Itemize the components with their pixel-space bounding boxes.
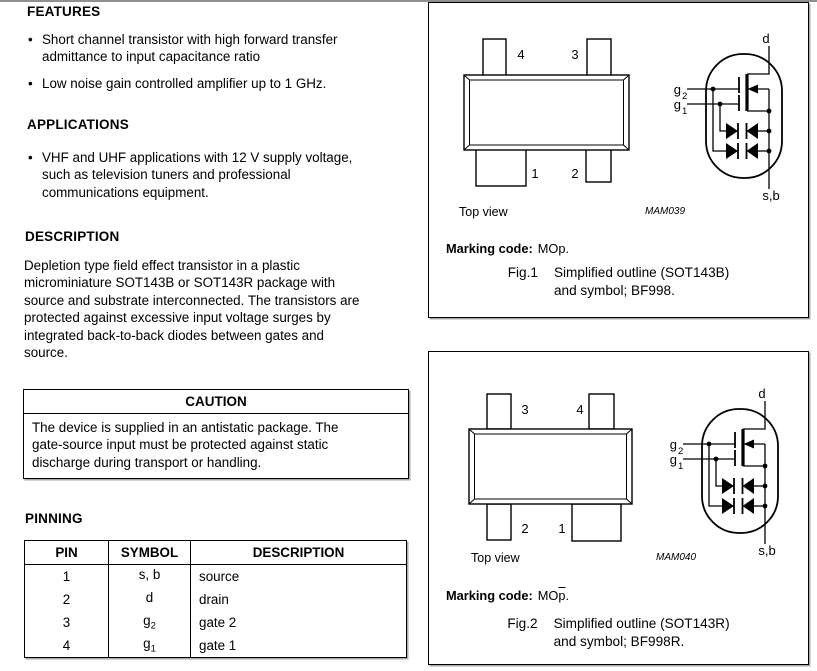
lead-top-left [483, 39, 506, 77]
marking-code-dot: . [565, 588, 570, 603]
table-row [25, 611, 407, 634]
drain-label: d [758, 386, 766, 401]
protection-diodes [722, 478, 765, 514]
caution-body: The device is supplied in an antistatic package. The gate-source input must be protected against static discharge during transport or handling. [32, 420, 339, 470]
pin-number: 3 [62, 615, 71, 630]
marking-code-line [446, 241, 569, 256]
description-heading: DESCRIPTION [25, 229, 120, 244]
pin-symbol-base: s, b [138, 567, 161, 583]
figure2-box [428, 351, 809, 665]
top-view-label: Top view [459, 205, 508, 219]
top-view-label: Top view [471, 551, 520, 565]
marking-code-line [446, 588, 569, 603]
pin-symbol [109, 611, 191, 634]
marking-code-value: MOp. [537, 241, 570, 256]
fig1-transistor-symbol [674, 31, 782, 203]
drawing-code-label: MAM039 [645, 206, 686, 217]
caption-line-2: and symbol; BF998. [553, 283, 675, 298]
features-bullet-1 [28, 31, 337, 66]
caption-line-1: Simplified outline (SOT143B) [553, 265, 730, 280]
features-heading: FEATURES [27, 4, 101, 19]
pin-description: drain [191, 588, 407, 611]
table-row [25, 634, 407, 658]
lead-top-left [487, 394, 511, 429]
pin-symbol [109, 634, 191, 658]
pin-number: 1 [62, 569, 71, 584]
col-header-description: DESCRIPTION [191, 541, 407, 565]
pinning-table [24, 540, 407, 658]
bullet-icon: • [28, 76, 33, 91]
description-paragraph: Depletion type field effect transistor in a plastic microminiature SOT143B or SOT143R package with source and substrate interconnected. The transistors are protected against excessive input voltage surges by integrated back-to-back diodes between gates and source. [24, 258, 360, 361]
pin-symbol-sub: 1 [150, 643, 156, 655]
pinning-heading: PINNING [25, 511, 83, 526]
col-header-pin: PIN [25, 541, 109, 565]
marking-code-label: Marking code: [446, 241, 533, 256]
gate2-label: g [673, 82, 681, 97]
gate1-label: g [673, 97, 681, 112]
applications-heading: APPLICATIONS [27, 117, 129, 132]
bullet-icon: • [28, 32, 33, 47]
gate1-label: g [669, 452, 677, 467]
pin-description: gate 2 [191, 611, 407, 634]
marking-code-value: MO [537, 588, 559, 603]
caution-title: CAUTION [24, 390, 408, 414]
fig2-transistor-symbol [670, 386, 778, 558]
pin-symbol [109, 588, 191, 611]
pin-number-label: 1 [531, 166, 539, 181]
table-row [25, 588, 407, 611]
symbol-envelope [706, 54, 782, 178]
lead-bottom-right [586, 148, 611, 182]
marking-code-overlined: $\overline{p}$ [558, 588, 566, 603]
lead-bottom-left [487, 504, 511, 540]
pin-number-label: 2 [571, 166, 579, 181]
pin-symbol-base: g [143, 636, 151, 652]
figure-caption-text [554, 615, 730, 651]
pin-symbol-base: g [143, 613, 151, 629]
drawing-code-label: MAM040 [656, 552, 697, 563]
pin-number: 4 [62, 638, 71, 653]
package-body-outer [464, 75, 629, 150]
fig2-package-outline [469, 394, 632, 541]
features-bullet-1-text: Short channel transistor with high forward transfer admittance to input capacitance ratio [42, 32, 338, 65]
pin-number-label: 4 [576, 402, 584, 417]
bulk-arrow-icon [744, 440, 755, 449]
diode-connection-wires [709, 444, 722, 506]
figure1-box [428, 2, 809, 318]
protection-diodes [726, 123, 769, 159]
source-bulk-label: s,b [762, 188, 780, 203]
figure1-caption [429, 264, 808, 300]
gate2-label-sub: 2 [678, 446, 684, 457]
source-bulk-label: s,b [758, 543, 776, 558]
caption-line-1: Simplified outline (SOT143R) [553, 616, 730, 631]
figure-number: Fig.2 [507, 616, 538, 631]
pinning-header-row [25, 541, 407, 565]
pin-number-label: 3 [521, 402, 529, 417]
figure1-drawing [429, 3, 806, 233]
pin-number-label: 1 [558, 521, 566, 536]
pin-description: source [191, 565, 407, 589]
fig1-package-outline [464, 39, 629, 186]
lead-top-right [587, 39, 611, 77]
bulk-arrow-icon [748, 85, 759, 94]
pin-number-label: 3 [571, 47, 579, 62]
figure2-caption [429, 615, 808, 651]
applications-bullet-1-text: VHF and UHF applications with 12 V supply voltage, such as television tuners and professional communications equipment. [42, 150, 353, 200]
bullet-icon: • [28, 150, 33, 165]
pin-number-label: 4 [517, 47, 525, 62]
diode-connection-wires [713, 89, 726, 151]
gate1-label-sub: 1 [678, 461, 684, 472]
pin-symbol-base: d [145, 590, 154, 606]
features-bullet-2-text: Low noise gain controlled amplifier up to 1 GHz. [42, 76, 327, 91]
lead-bottom-left-wide [476, 148, 526, 186]
pin-number: 2 [62, 592, 71, 607]
gate2-label: g [669, 437, 677, 452]
gate2-label-sub: 2 [682, 91, 688, 102]
marking-code-label: Marking code: [446, 588, 533, 603]
drain-label: d [762, 31, 770, 46]
lead-bottom-right-wide [572, 504, 621, 541]
table-row [25, 565, 407, 589]
pin-symbol-sub: 2 [150, 620, 156, 632]
figure2-drawing [429, 352, 806, 582]
figure-caption-text [554, 264, 729, 300]
caption-line-2: and symbol; BF998R. [553, 634, 685, 649]
gate1-label-sub: 1 [682, 106, 688, 117]
lead-top-right [589, 394, 614, 429]
col-header-symbol: SYMBOL [109, 541, 191, 565]
package-body-outer [469, 429, 632, 504]
figure-number: Fig.1 [507, 265, 538, 280]
pin-symbol [109, 565, 191, 589]
applications-bullet-1 [28, 149, 352, 201]
pin-description: gate 1 [191, 634, 407, 658]
caution-box [23, 389, 409, 479]
pin-number-label: 2 [521, 521, 529, 536]
features-bullet-2 [28, 75, 326, 92]
symbol-envelope [702, 409, 778, 533]
